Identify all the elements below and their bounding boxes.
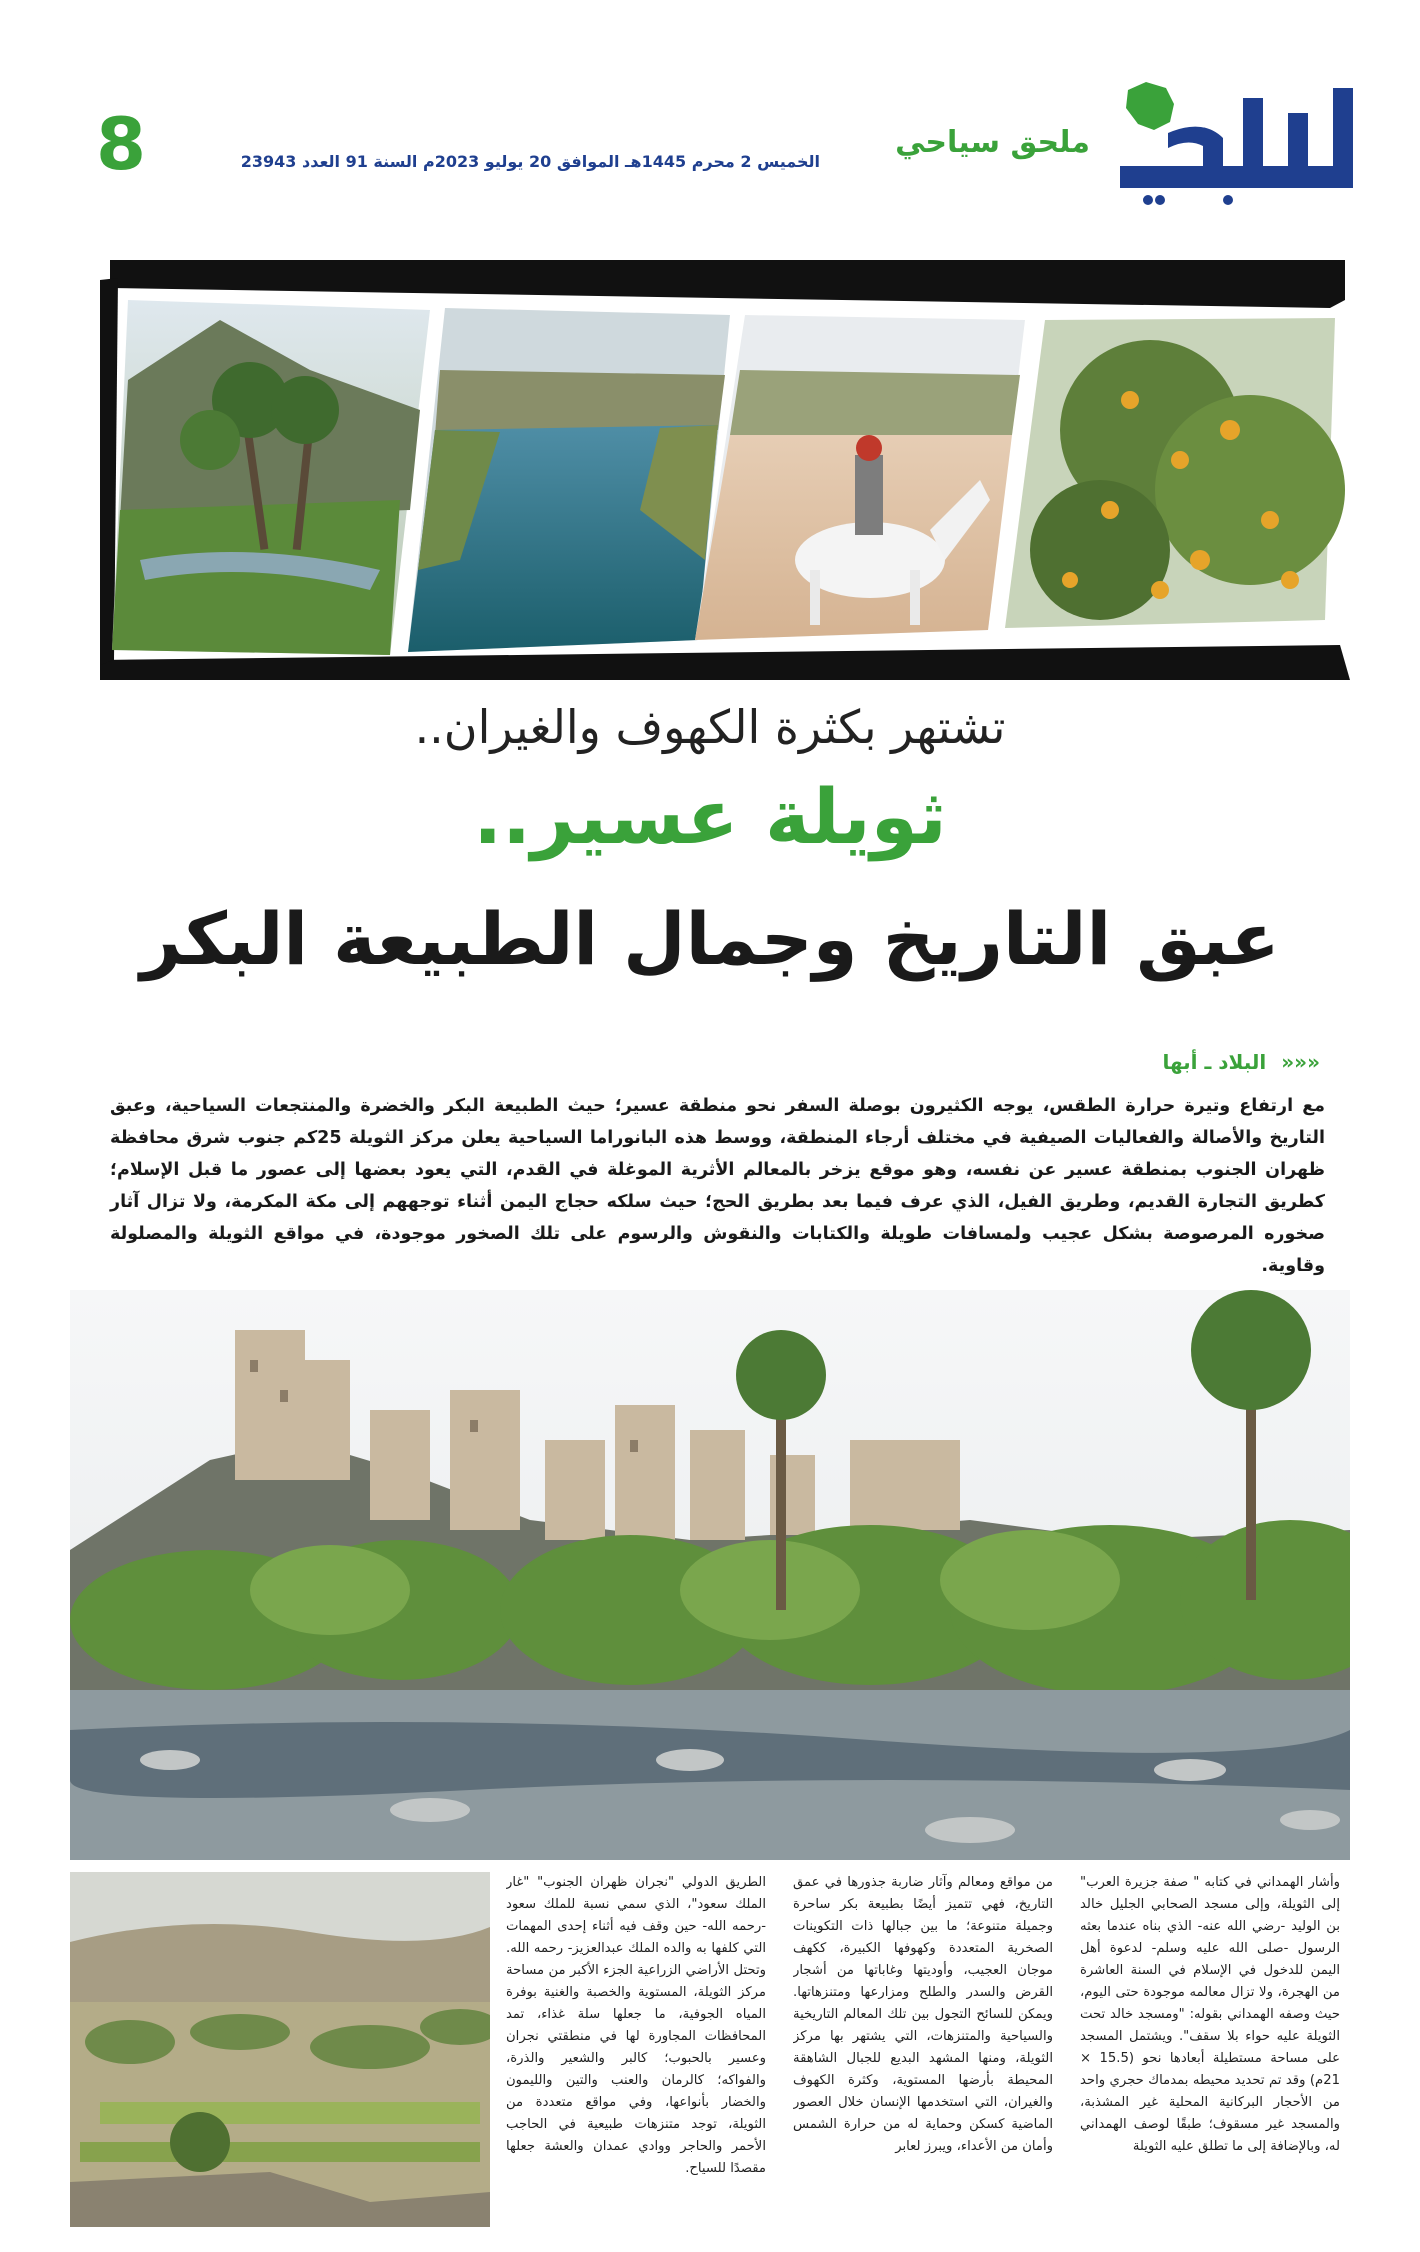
- main-headline-black: عبق التاريخ وجمال الطبيعة البكر: [140, 897, 1280, 981]
- body-column: الطريق الدولي "نجران ظهران الجنوب" "غار الملك سعود"، الذي سمي نسبة للملك سعود -رحمه الله- حين وقف فيه أثناء إحدى المهمات التي كلفها به والده الملك عبدالعزيز- رحمه الله. وتحتل الأراضي الزراعية الجزء الأكبر من مساحة مركز الثويلة، المستوية والخصبة والغنية بوفرة المياه الجوفية، ما جعلها سلة غذاء، تمد المحافظات المجاورة لها في منطقتي نجران وعسير بالحبوب؛ كالبر والشعير والذرة، والفواكه؛ كالرمان والعنب والتين والليمون والخضار بأنواعها، وفي مواقع متعددة من الثويلة، توجد متنزهات طبيعية في الحاجب الأحمر والحاجر ووادي عمدان والعشة جعلها مقصدًا للسياح.: [506, 1875, 766, 2176]
- logo-text: البلاد: [1108, 78, 1110, 79]
- lede-paragraph: مع ارتفاع وتيرة حرارة الطقس، يوجه الكثيرون بوصلة السفر نحو منطقة عسير؛ حيث الطبيعة البكر والخضرة والمنتجعات السياحية، وعبق التاريخ والأصالة والفعاليات الصيفية في مختلف أرجاء المنطقة، ووسط هذه البانوراما السياحية يعلن مركز الثويلة 25كم جنوب شرق محافظة ظهران الجنوب بمنطقة عسير عن نفسه، وهو موقع يزخر بالمعالم الأثرية الموغلة في القدم، التي يعود بعضها إلى عصور ما قبل الإسلام؛ كطريق التجارة القديم، وطريق الفيل، الذي عرف فيما بعد بطريق الحج؛ حيث سلكه حجاج اليمن أثناء توجههم إلى مكة المكرمة، ولا تزال آثار صخوره المرصوصة بشكل عجيب ولمسافات طويلة والكتابات والنقوش والرسوم على تلك الصخور موجودة، في مواقع الثويلة والمصلولة وقاوية.: [110, 1096, 1325, 1276]
- masthead: [0, 0, 1420, 230]
- farmland-photo: [70, 1872, 490, 2227]
- al-bilad-logo: [1108, 78, 1368, 208]
- photo-strip: [100, 260, 1350, 680]
- body-column: من مواقع ومعالم وآثار ضاربة جذورها في عمق التاريخ، فهي تتميز أيضًا بطبيعة بكر ساحرة وجميلة متنوعة؛ ما بين جبالها ذات التكوينات الصخرية المتعددة وكهوفها الكبيرة، ككهف موجان العجيب، وأوديتها وغاباتها من أشجار القرض والسدر والطلح ومزارعها ومتنزهاتها. ويمكن للسائح التجول بين تلك المعالم التاريخية والسياحية والمتنزهات، التي يشتهر بها مركز الثويلة، ومنها المشهد البديع للجبال الشاهقة المحيطة بأرضها المستوية، وكثرة الكهوف والغيران، التي استخدمها الإنسان خلال العصور الماضية كسكن وحماية له من حرارة الشمس وأمان من الأعداء، ويبرز لعابر: [793, 1875, 1053, 2154]
- body-columns: [505, 1872, 1340, 2242]
- river-photo: [408, 308, 730, 652]
- dateline: الخميس 2 محرم 1445هـ الموافق 20 يوليو 2023م السنة 91 العدد 23943: [240, 152, 820, 171]
- lemon-tree-photo: [1005, 318, 1345, 628]
- chevrons-icon: «««: [1281, 1050, 1320, 1074]
- supplement-label: ملحق سياحي: [895, 125, 1090, 160]
- kicker-headline: تشتهر بكثرة الكهوف والغيران..: [414, 700, 1006, 754]
- body-column: وأشار الهمداني في كتابه " صفة جزيرة العرب" إلى الثويلة، وإلى مسجد الصحابي الجليل خالد بن الوليد -رضي الله عنه- الذي بناه عندما بعثه الرسول -صلى الله عليه وسلم- لدعوة أهل اليمن للدخول في الإسلام في السنة العاشرة من الهجرة، ولا تزال معالمه موجودة حتى اليوم، حيث وصفه الهمداني بقوله: "ومسجد خالد تحت الثويلة عليه حواء بلا سقف". ويشتمل المسجد على مساحة مستطيلة أبعادها نحو (15.5 × 21م) وقد تم تحديد محيطه بمدماك حجري واحد من الأحجار البركانية المحلية غير المشذبة، والمسجد غير مسقوف؛ طبقًا لوصف الهمداني له، وبالإضافة إلى ما تطلق عليه الثويلة: [1080, 1875, 1340, 2154]
- horse-rider-photo: [695, 315, 1025, 640]
- palm-valley-photo: [112, 300, 430, 655]
- page-number: 8: [95, 102, 147, 186]
- village-photo: [70, 1290, 1350, 1860]
- byline: [900, 1050, 1320, 1074]
- main-headline-green: ثويلة عسير..: [473, 772, 947, 861]
- byline-text: البلاد ـ أبها: [1162, 1050, 1267, 1074]
